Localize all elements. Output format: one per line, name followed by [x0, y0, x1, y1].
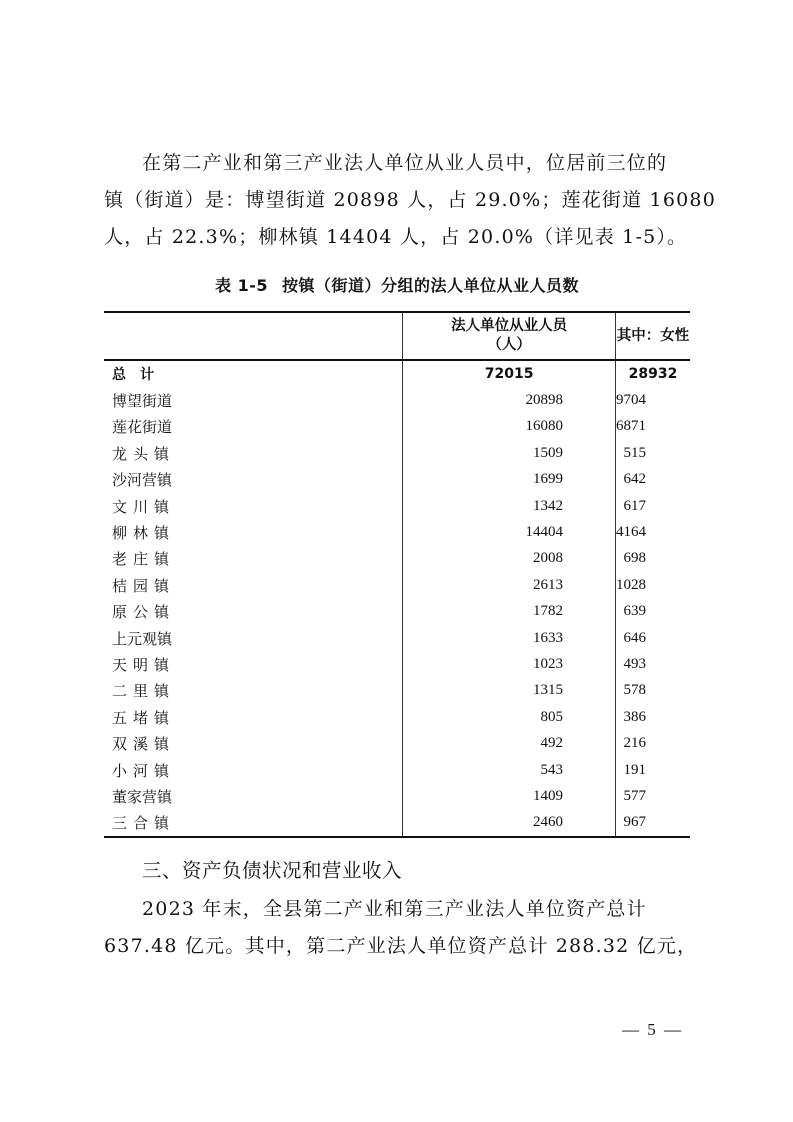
row-female: 1028 [616, 572, 691, 598]
table-row [104, 757, 690, 783]
row-employees: 1699 [403, 467, 616, 493]
row-name: 沙河营镇 [112, 471, 173, 490]
row-name: 莲花街道 [112, 418, 173, 437]
row-female: 642 [616, 467, 691, 493]
row-name: 文川镇 [112, 497, 176, 516]
table-row [104, 678, 690, 704]
row-female: 4164 [616, 519, 691, 545]
row-name: 博望街道 [112, 392, 173, 411]
row-employees: 72015 [403, 360, 616, 387]
row-employees: 543 [403, 757, 616, 783]
intro-paragraph [104, 145, 717, 256]
row-employees: 1633 [403, 625, 616, 651]
row-employees: 14404 [403, 519, 616, 545]
row-name: 龙头镇 [112, 444, 176, 463]
row-employees: 1342 [403, 493, 616, 519]
row-name: 双溪镇 [112, 735, 176, 754]
row-name: 柳林镇 [112, 524, 176, 543]
row-female: 639 [616, 599, 691, 625]
row-female: 386 [616, 704, 691, 730]
header-employees-line2: （人） [487, 337, 531, 353]
row-name: 五堵镇 [112, 708, 176, 727]
row-name: 上元观镇 [112, 629, 173, 648]
row-female: 191 [616, 757, 691, 783]
table-row [104, 493, 690, 519]
table-header-row [104, 312, 690, 360]
header-employees-line1: 法人单位从业人员 [451, 318, 568, 334]
row-employees: 16080 [403, 414, 616, 440]
row-name: 天明镇 [112, 655, 176, 674]
row-female: 577 [616, 783, 691, 809]
asset-line: 637.48 亿元。其中，第二产业法人单位资产总计 288.32 亿元， [104, 935, 698, 957]
row-employees: 1409 [403, 783, 616, 809]
intro-line: 在第二产业和第三产业法人单位从业人员中，位居前三位的 [142, 152, 668, 174]
table-row [104, 519, 690, 545]
page-number: — 5 — [622, 1020, 683, 1039]
table-row [104, 599, 690, 625]
row-female: 6871 [616, 414, 691, 440]
table-row-total [104, 360, 690, 387]
header-employees [403, 312, 616, 360]
row-female: 617 [616, 493, 691, 519]
row-employees: 1315 [403, 678, 616, 704]
table-row [104, 651, 690, 677]
row-female: 216 [616, 730, 691, 756]
row-name: 二里镇 [112, 682, 176, 701]
row-female: 967 [616, 810, 691, 837]
row-name: 原公镇 [112, 603, 176, 622]
row-employees: 492 [403, 730, 616, 756]
row-name: 总 计 [112, 367, 154, 384]
table-title: 按镇（街道）分组的法人单位从业人员数 [281, 276, 579, 295]
row-name: 老庄镇 [112, 550, 176, 569]
row-name: 三合镇 [112, 814, 176, 833]
table-row [104, 730, 690, 756]
row-employees: 805 [403, 704, 616, 730]
table-row [104, 810, 690, 837]
row-employees: 2460 [403, 810, 616, 837]
section-heading: 三、资产负债状况和营业收入 [142, 859, 403, 882]
table-caption [104, 273, 690, 296]
table-row [104, 387, 690, 413]
table-row [104, 783, 690, 809]
row-employees: 2008 [403, 546, 616, 572]
intro-line: 人，占 22.3%；柳林镇 14404 人，占 20.0%（详见表 1-5）。 [104, 226, 688, 248]
row-female: 578 [616, 678, 691, 704]
row-female: 493 [616, 651, 691, 677]
asset-line: 2023 年末，全县第二产业和第三产业法人单位资产总计 [142, 898, 647, 920]
row-female: 28932 [616, 360, 691, 387]
table-row [104, 467, 690, 493]
table-number: 表 1-5 [215, 276, 268, 295]
table-row [104, 704, 690, 730]
header-female: 其中：女性 [616, 312, 691, 360]
row-name: 董家营镇 [112, 787, 173, 806]
header-region [104, 312, 403, 360]
table-row [104, 414, 690, 440]
row-female: 646 [616, 625, 691, 651]
table-row [104, 572, 690, 598]
row-employees: 1023 [403, 651, 616, 677]
employees-by-town-table [104, 311, 690, 838]
table-row [104, 546, 690, 572]
row-employees: 1782 [403, 599, 616, 625]
intro-line: 镇（街道）是：博望街道 20898 人，占 29.0%；莲花街道 16080 [104, 189, 717, 211]
row-employees: 2613 [403, 572, 616, 598]
row-female: 515 [616, 440, 691, 466]
row-female: 9704 [616, 387, 691, 413]
row-employees: 1509 [403, 440, 616, 466]
table-row [104, 625, 690, 651]
row-female: 698 [616, 546, 691, 572]
asset-paragraph [104, 891, 698, 965]
row-employees: 20898 [403, 387, 616, 413]
table-row [104, 440, 690, 466]
row-name: 小河镇 [112, 761, 176, 780]
row-name: 桔园镇 [112, 576, 176, 595]
